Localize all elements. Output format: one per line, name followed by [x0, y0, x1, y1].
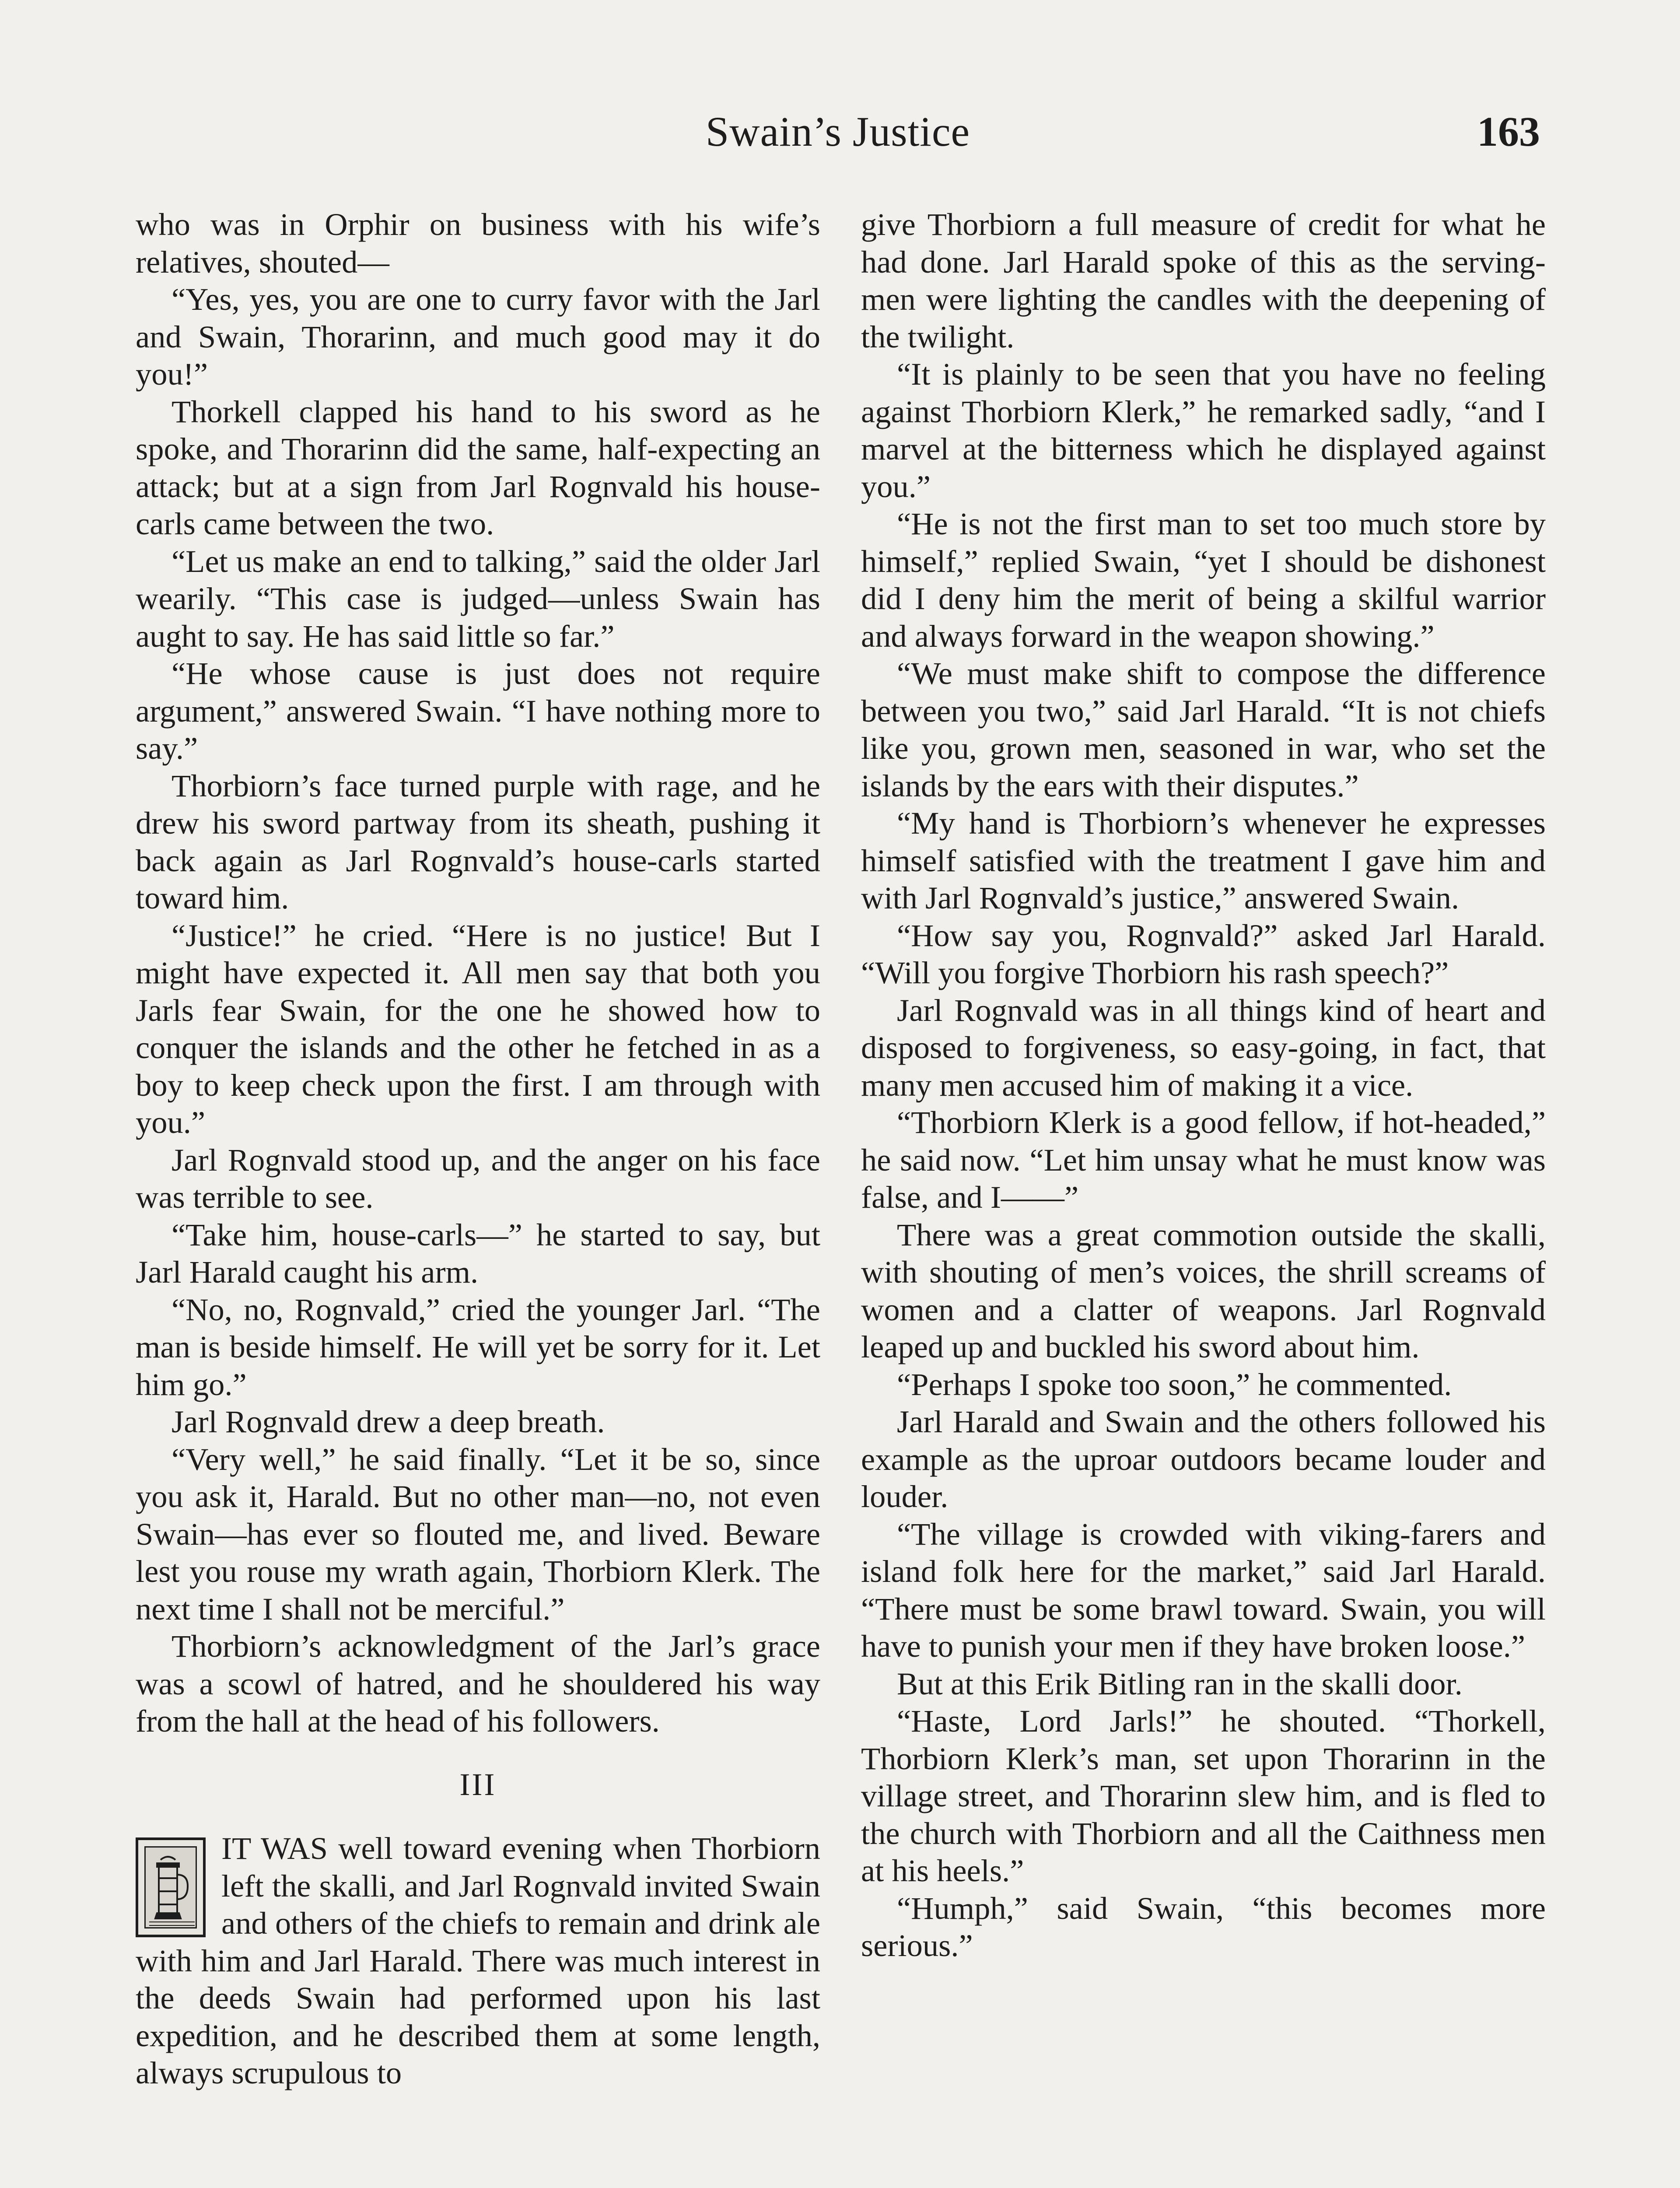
paragraph: “Let us make an end to talking,” said the older Jarl wearily. “This case is judged—unless Swain has aught to say. He has said little so far.” [136, 543, 820, 654]
paragraph: “He is not the first man to set too much store by himself,” replied Swain, “yet I should be dishonest did I deny him the merit of being a skilful warrior and always forward in the weapon showing.” [861, 506, 1546, 654]
paragraph: give Thorbiorn a full measure of credit for what he had done. Jarl Harald spoke of this as the serving-men were lighting the candles with the deepening of the twilight. [861, 207, 1546, 354]
paragraph: Thorkell clapped his hand to his sword as he spoke, and Thorarinn did the same, half-expecting an attack; but at a sign from Jarl Rognvald his house-carls came between the two. [136, 393, 820, 541]
paragraph: “We must make shift to compose the difference between you two,” said Jarl Harald. “It is not chiefs like you, grown men, seasoned in war, who set the islands by the ears with their disputes.” [861, 656, 1546, 803]
paragraph: “My hand is Thorbiorn’s whenever he expresses himself satisfied with the treatment I gave him and with Jarl Rognvald’s justice,” answered Swain. [861, 805, 1546, 915]
paragraph: Jarl Rognvald was in all things kind of heart and disposed to forgiveness, so easy-going, in fact, that many men accused him of making it a vice. [861, 992, 1546, 1103]
paragraph: “How say you, Rognvald?” asked Jarl Harald. “Will you forgive Thorbiorn his rash speech?” [861, 917, 1546, 990]
section-heading: III [459, 1767, 497, 1802]
paragraph: “Justice!” he cried. “Here is no justice! But I might have expected it. All men say that both you Jarls fear Swain, for the one he showed how to conquer the islands and the other he fetched in as a boy to keep check upon the first. I am through with you.” [136, 917, 820, 1140]
paragraph: “No, no, Rognvald,” cried the younger Jarl. “The man is beside himself. He will yet be sorry for it. Let him go.” [136, 1291, 820, 1402]
paragraph: “He whose cause is just does not require argument,” answered Swain. “I have nothing more to say.” [136, 656, 820, 766]
paragraph: “Haste, Lord Jarls!” he shouted. “Thorkell, Thorbiorn Klerk’s man, set upon Thorarinn in the village street, and Thorarinn slew him, and is fled to the church with Thorbiorn and all the Caithness men at his heels.” [861, 1703, 1546, 1888]
tankard-icon [146, 1848, 197, 1929]
running-title: Swain’s Justice [705, 108, 970, 155]
paragraph: Jarl Harald and Swain and the others followed his example as the uproar outdoors became louder and louder. [861, 1404, 1546, 1514]
paragraph: “Thorbiorn Klerk is a good fellow, if hot-headed,” he said now. “Let him unsay what he must know was false, and I——” [861, 1105, 1546, 1215]
paragraph: Jarl Rognvald stood up, and the anger on his face was terrible to see. [136, 1142, 820, 1215]
paragraph: “Very well,” he said finally. “Let it be so, since you ask it, Harald. But no other man—no, not even Swain—has ever so flouted me, and lived. Beware lest you rouse my wrath again, Thorbiorn Klerk. The next time I shall not be merciful.” [136, 1441, 820, 1627]
paragraph: “Perhaps I spoke too soon,” he commented. [897, 1366, 1452, 1402]
paragraph: “The village is crowded with viking-farers and island folk here for the market,” said Jarl Harald. “There must be some brawl toward. Swain, you will have to punish your men if they have broken loose.” [861, 1516, 1546, 1664]
paragraph: “Take him, house-carls—” he started to say, but Jarl Harald caught his arm. [136, 1217, 820, 1290]
paragraph: “Yes, yes, you are one to curry favor with the Jarl and Swain, Thorarinn, and much good may it do you!” [136, 281, 820, 392]
left-column [136, 206, 820, 2092]
paragraph: “Humph,” said Swain, “this becomes more serious.” [861, 1890, 1546, 1963]
paragraph: who was in Orphir on business with his wife’s relatives, shouted— [136, 207, 820, 280]
paragraph: But at this Erik Bitling ran in the skalli door. [897, 1666, 1463, 1701]
paragraph: There was a great commotion outside the skalli, with shouting of men’s voices, the shrill screams of women and a clatter of weapons. Jarl Rognvald leaped up and buckled his sword about him. [861, 1217, 1546, 1364]
page-header [136, 107, 1540, 168]
page-number: 163 [1477, 108, 1540, 155]
tankard-initial-ornament-icon [136, 1837, 206, 1937]
paragraph: Jarl Rognvald drew a deep breath. [172, 1404, 605, 1439]
paragraph: IT WAS well toward evening when Thorbiorn left the skalli, and Jarl Rognvald invited Swain and others of the chiefs to remain and drink ale with him and Jarl Harald. There was much interest in the deeds Swain had performed upon his last expedition, and he described them at some length, always scrupulous to [136, 1830, 820, 2090]
paragraph: Thorbiorn’s acknowledgment of the Jarl’s grace was a scowl of hatred, and he shouldered his way from the hall at the head of his followers. [136, 1628, 820, 1739]
right-column [861, 206, 1546, 1964]
paragraph: Thorbiorn’s face turned purple with rage, and he drew his sword partway from its sheath, pushing it back again as Jarl Rognvald’s house-carls started toward him. [136, 768, 820, 915]
paragraph: “It is plainly to be seen that you have no feeling against Thorbiorn Klerk,” he remarked sadly, “and I marvel at the bitterness which he displayed against you.” [861, 356, 1546, 504]
